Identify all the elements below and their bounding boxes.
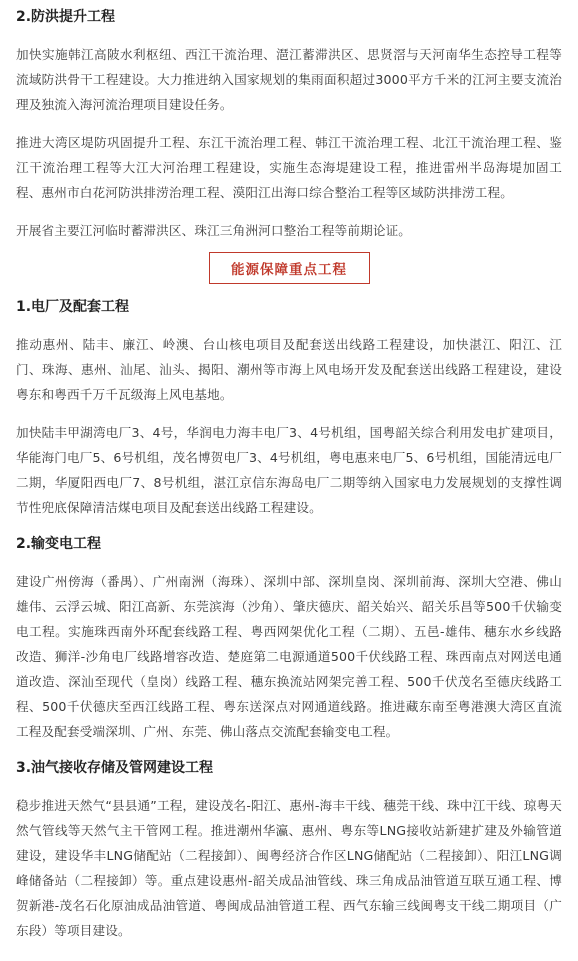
section-title-oil-gas: 3.油气接收存储及管网建设工程 [16, 760, 214, 776]
paragraph: 稳步推进天然气“县县通”工程，建设茂名-阳江、惠州-海丰干线、穗莞干线、珠中江干线、琼粤天然气管线等天然气主干管网工程。推进潮州华瀛、惠州、粤东等LNG接收站新建扩建及外输管道建设，建设华丰LNG储配站（二程接卸）、闽粤经济合作区LNG储配站（二程接卸）、阳江LNG调峰储备站（二程接卸）等。重点建设惠州-韶关成品油管线、珠三角成品油管道互联互通工程、博贺新港-茂名石化原油成品油管道、粤闽成品油管道工程、西气东输三线闽粤支干线二期项目（广东段）等项目建设。 [16, 798, 562, 938]
paragraph: 加快陆丰甲湖湾电厂3、4号，华润电力海丰电厂3、4号机组，国粤韶关综合利用发电扩建项目，华能海门电厂5、6号机组，茂名博贺电厂3、4号机组，粤电惠来电厂5、6号机组，国能清远电厂二期，华厦阳西电厂7、8号机组，湛江京信东海岛电厂二期等纳入国家电力发展规划的支撑性调节性兜底保障清洁煤电项目及配套送出线路工程建设。 [16, 425, 562, 515]
section-title-flood-control: 2.防洪提升工程 [16, 9, 116, 25]
section-title-transmission: 2.输变电工程 [16, 536, 102, 552]
banner-wrapper [16, 249, 562, 284]
paragraph: 推动惠州、陆丰、廉江、岭澳、台山核电项目及配套送出线路工程建设，加快湛江、阳江、江门、珠海、惠州、汕尾、汕头、揭阳、潮州等市海上风电场开发及配套送出线路工程建设，建设粤东和粤西千万千瓦级海上风电基地。 [16, 337, 562, 402]
paragraph: 推进大湾区堤防巩固提升工程、东江干流治理工程、韩江干流治理工程、北江干流治理工程、鉴江干流治理工程等大江大河治理工程建设，实施生态海堤建设工程，推进雷州半岛海堤加固工程、惠州市白花河防洪排涝治理工程、漠阳江出海口综合整治工程等区域防洪排涝工程。 [16, 135, 562, 200]
section-title-power-plants: 1.电厂及配套工程 [16, 299, 130, 315]
paragraph: 开展省主要江河临时蓄滞洪区、珠江三角洲河口整治工程等前期论证。 [16, 223, 412, 238]
paragraph: 建设广州傍海（番禺）、广州南洲（海珠）、深圳中部、深圳皇岗、深圳前海、深圳大空港、佛山雄伟、云浮云城、阳江高新、东莞滨海（沙角）、肇庆德庆、韶关始兴、韶关乐昌等500千伏输变电工程。实施珠西南外环配套线路工程、粤西网架优化工程（二期）、五邑-雄伟、穗东水乡线路改造、狮洋-沙角电厂线路增容改造、楚庭第二电源通道500千伏线路工程、珠西南点对网送电通道改造、深汕至现代（皇岗）线路工程、穗东换流站网架完善工程、500千伏茂名至德庆线路工程、500千伏德庆至西江线路工程、粤东送深点对网通道线路。推进藏东南至粤港澳大湾区直流工程及配套受端深圳、广州、东莞、佛山落点交流配套输变电工程。 [16, 574, 562, 739]
paragraph: 加快实施韩江高陂水利枢纽、西江干流治理、潖江蓄滞洪区、思贤滘与天河南华生态控导工程等流域防洪骨干工程建设。大力推进纳入国家规划的集雨面积超过3000平方千米的江河主要支流治理及独流入海河流治理项目建设任务。 [16, 47, 562, 112]
energy-section-banner: 能源保障重点工程 [209, 252, 370, 284]
